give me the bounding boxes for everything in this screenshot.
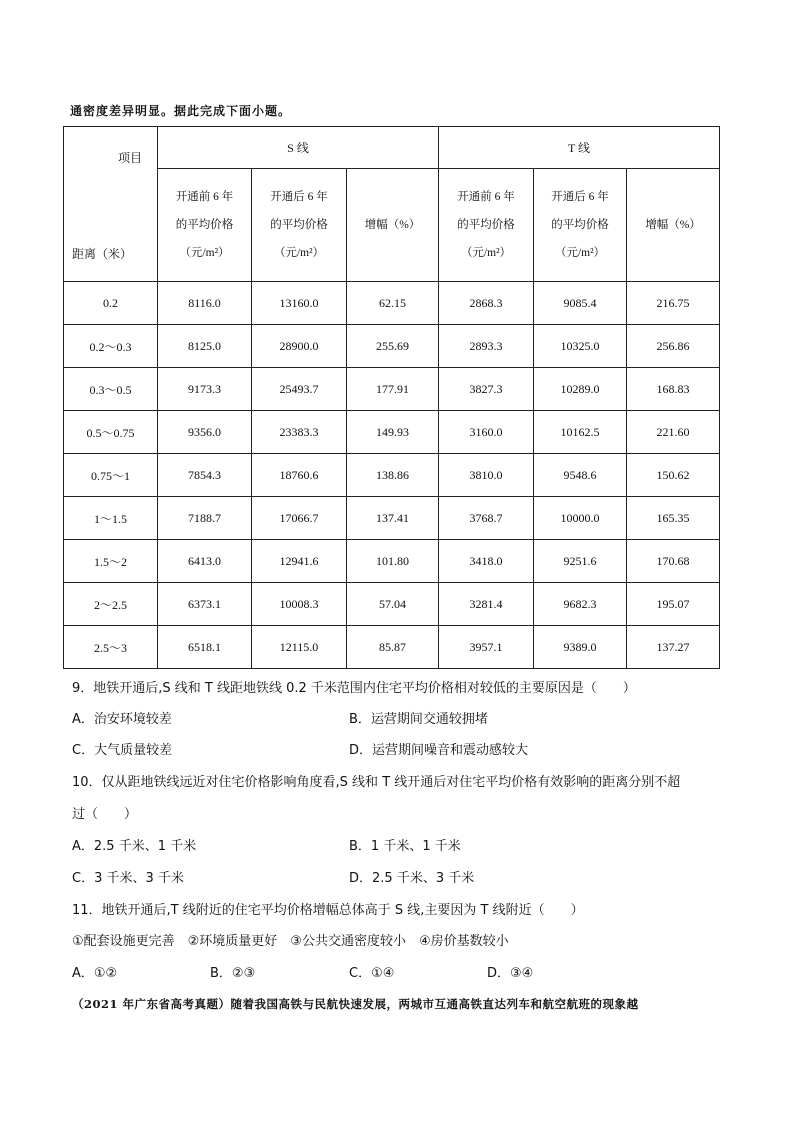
value-cell: 8116.0 (158, 282, 252, 325)
group-header-s: S 线 (158, 127, 439, 169)
value-cell: 138.86 (347, 454, 439, 497)
sub-header-cell (347, 169, 439, 282)
value-cell: 6413.0 (158, 540, 252, 583)
sub-header-line: 开通前 6 年 (175, 191, 234, 204)
distance-cell: 0.5～0.75 (64, 411, 158, 454)
q10-stem-line2: 过（ ） (72, 807, 138, 822)
q11-option-b: B．②③ (210, 966, 256, 981)
table-header-row (64, 127, 720, 169)
distance-cell: 2～2.5 (64, 583, 158, 626)
value-cell: 9682.3 (534, 583, 627, 626)
value-cell: 13160.0 (252, 282, 347, 325)
corner-bottom-label: 距离（米） (72, 247, 133, 261)
group-header-t: T 线 (439, 127, 720, 169)
sub-header-line: （元/m²） (460, 247, 512, 260)
value-cell: 9251.6 (534, 540, 627, 583)
value-cell: 150.62 (627, 454, 720, 497)
next-question-intro: （2021 年广东省高考真题）随着我国高铁与民航快速发展，两城市互通高铁直达列车和航空航班的现象越 (72, 997, 639, 1011)
sub-header-line: 开通后 6 年 (270, 191, 328, 204)
value-cell: 101.80 (347, 540, 439, 583)
value-cell: 10000.0 (534, 497, 627, 540)
value-cell: 255.69 (347, 325, 439, 368)
table-body (64, 282, 720, 669)
value-cell: 3418.0 (439, 540, 534, 583)
distance-cell: 1～1.5 (64, 497, 158, 540)
value-cell: 221.60 (627, 411, 720, 454)
value-cell: 62.15 (347, 282, 439, 325)
value-cell: 177.91 (347, 368, 439, 411)
sub-header-line: 的平均价格 (175, 219, 234, 232)
value-cell: 6373.1 (158, 583, 252, 626)
q10-option-a: A．2.5 千米、1 千米 (72, 839, 197, 854)
q9-stem: 9．地铁开通后,S 线和 T 线距地铁线 0.2 千米范围内住宅平均价格相对较低的主要原因是（ ） (72, 681, 636, 696)
value-cell: 10325.0 (534, 325, 627, 368)
sub-header-line: 开通前 6 年 (457, 191, 515, 204)
value-cell: 85.87 (347, 626, 439, 669)
value-cell: 149.93 (347, 411, 439, 454)
distance-cell: 0.75～1 (64, 454, 158, 497)
sub-header-cell (252, 169, 347, 282)
q10-option-b: B．1 千米、1 千米 (349, 839, 461, 854)
value-cell: 137.41 (347, 497, 439, 540)
q9-option-c: C．大气质量较差 (72, 743, 173, 758)
value-cell: 9356.0 (158, 411, 252, 454)
value-cell: 2893.3 (439, 325, 534, 368)
value-cell: 10162.5 (534, 411, 627, 454)
value-cell: 7188.7 (158, 497, 252, 540)
sub-header-row (64, 169, 720, 282)
sub-header-line: （元/m²） (273, 247, 325, 260)
q11-option-a: A．①② (72, 966, 118, 981)
q11-stem: 11．地铁开通后,T 线附近的住宅平均价格增幅总体高于 S 线,主要因为 T 线附近（ ） (72, 903, 584, 918)
value-cell: 137.27 (627, 626, 720, 669)
value-cell: 6518.1 (158, 626, 252, 669)
table-row (64, 368, 720, 411)
table-row (64, 583, 720, 626)
sub-header-line: 的平均价格 (551, 219, 609, 232)
q11-option-c: C．①④ (349, 966, 395, 981)
sub-header-cell (158, 169, 252, 282)
value-cell: 28900.0 (252, 325, 347, 368)
corner-top-label: 项目 (118, 151, 143, 165)
intro-text: 通密度差异明显。据此完成下面小题。 (70, 104, 292, 118)
table-row (64, 540, 720, 583)
value-cell: 3768.7 (439, 497, 534, 540)
table-row (64, 325, 720, 368)
distance-cell: 0.3～0.5 (64, 368, 158, 411)
distance-cell: 2.5～3 (64, 626, 158, 669)
value-cell: 3160.0 (439, 411, 534, 454)
value-cell: 12941.6 (252, 540, 347, 583)
value-cell: 9548.6 (534, 454, 627, 497)
distance-cell: 1.5～2 (64, 540, 158, 583)
value-cell: 216.75 (627, 282, 720, 325)
q10-stem-line1: 10．仅从距地铁线远近对住宅价格影响角度看,S 线和 T 线开通后对住宅平均价格有效影响的距离分别不超 (72, 775, 681, 790)
value-cell: 8125.0 (158, 325, 252, 368)
sub-header-line: 增幅（%） (364, 219, 421, 232)
value-cell: 25493.7 (252, 368, 347, 411)
table-row (64, 411, 720, 454)
distance-cell: 0.2～0.3 (64, 325, 158, 368)
value-cell: 12115.0 (252, 626, 347, 669)
sub-header-cell (627, 169, 720, 282)
sub-header-line: （元/m²） (554, 247, 606, 260)
value-cell: 9389.0 (534, 626, 627, 669)
sub-header-cell (534, 169, 627, 282)
distance-cell: 0.2 (64, 282, 158, 325)
q9-option-a: A．治安环境较差 (72, 712, 172, 727)
value-cell: 3957.1 (439, 626, 534, 669)
value-cell: 57.04 (347, 583, 439, 626)
q11-items: ①配套设施更完善 ②环境质量更好 ③公共交通密度较小 ④房价基数较小 (72, 934, 509, 949)
value-cell: 17066.7 (252, 497, 347, 540)
sub-header-line: 开通后 6 年 (551, 191, 609, 204)
value-cell: 7854.3 (158, 454, 252, 497)
sub-header-line: 增幅（%） (645, 219, 701, 232)
value-cell: 9085.4 (534, 282, 627, 325)
q9-option-b: B．运营期间交通较拥堵 (349, 712, 488, 727)
table-row (64, 454, 720, 497)
table-row (64, 282, 720, 325)
table-row (64, 497, 720, 540)
sub-header-line: 的平均价格 (270, 219, 328, 232)
table-row (64, 626, 720, 669)
value-cell: 10289.0 (534, 368, 627, 411)
value-cell: 195.07 (627, 583, 720, 626)
q10-option-c: C．3 千米、3 千米 (72, 871, 184, 886)
value-cell: 9173.3 (158, 368, 252, 411)
corner-cell (64, 127, 158, 282)
value-cell: 18760.6 (252, 454, 347, 497)
value-cell: 3810.0 (439, 454, 534, 497)
price-table (63, 126, 720, 669)
value-cell: 3827.3 (439, 368, 534, 411)
value-cell: 23383.3 (252, 411, 347, 454)
sub-header-line: （元/m²） (179, 247, 230, 260)
value-cell: 168.83 (627, 368, 720, 411)
value-cell: 170.68 (627, 540, 720, 583)
q10-option-d: D．2.5 千米、3 千米 (349, 871, 475, 886)
q9-option-d: D．运营期间噪音和震动感较大 (349, 743, 529, 758)
value-cell: 165.35 (627, 497, 720, 540)
value-cell: 256.86 (627, 325, 720, 368)
value-cell: 10008.3 (252, 583, 347, 626)
value-cell: 2868.3 (439, 282, 534, 325)
sub-header-line: 的平均价格 (457, 219, 515, 232)
sub-header-cell (439, 169, 534, 282)
value-cell: 3281.4 (439, 583, 534, 626)
q11-option-d: D．③④ (487, 966, 534, 981)
